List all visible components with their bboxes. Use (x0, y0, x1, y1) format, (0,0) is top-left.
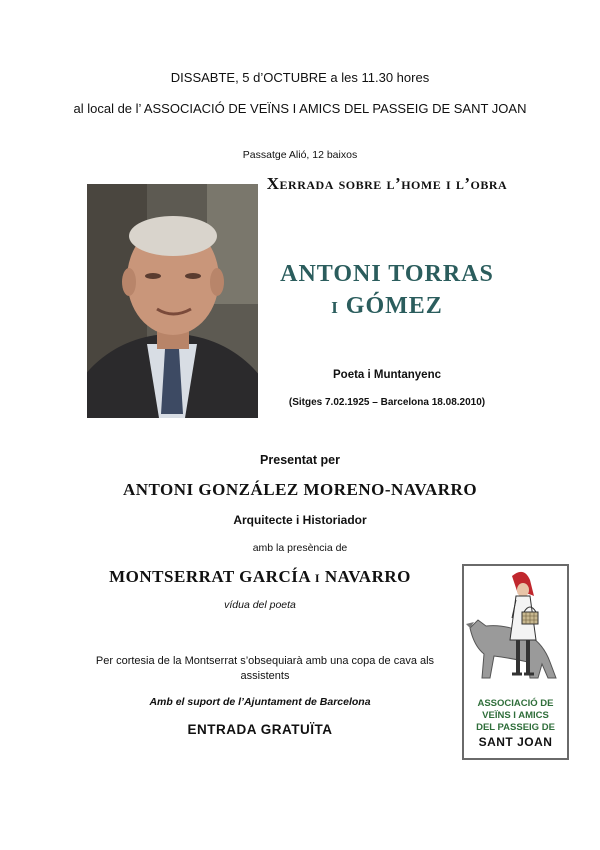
presenter-name: ANTONI GONZÁLEZ MORENO-NAVARRO (122, 480, 478, 499)
event-date: DISSABTE, 5 d’OCTUBRE a les 11.30 hores (170, 70, 430, 85)
support-note: Amb el suport de l’Ajuntament de Barcelona (149, 696, 371, 708)
presenter-role: Arquitecte i Historiador (233, 513, 367, 527)
logo-line3: DEL PASSEIG DE (476, 722, 555, 733)
subject-name-line2: i GÓMEZ (331, 293, 443, 319)
courtesy-note: Per cortesia de la Montserrat s’obsequiarà amb una copa de cava als assistents (95, 655, 435, 682)
guest-intro: amb la presència de (252, 542, 348, 554)
red-hood-illustration-icon (464, 566, 567, 696)
free-entry: ENTRADA GRATUÏTA (187, 722, 333, 737)
logo-line1: ASSOCIACIÓ DE (477, 698, 554, 709)
association-logo (462, 564, 569, 760)
subject-dates: (Sitges 7.02.1925 – Barcelona 18.08.2010) (288, 397, 486, 408)
subject-name (262, 258, 512, 322)
logo-line4: SANT JOAN (478, 735, 553, 749)
portrait-illustration (87, 184, 258, 418)
subject-name-line1: ANTONI TORRAS (280, 261, 494, 287)
portrait-photo (87, 184, 258, 418)
guest-name: MONTSERRAT GARCÍA i NAVARRO (109, 567, 411, 586)
event-venue: al local de l’ ASSOCIACIÓ DE VEÏNS I AMICS DEL PASSEIG DE SANT JOAN (73, 101, 527, 116)
talk-heading: Xerrada sobre l’home i l’obra (266, 174, 508, 193)
subject-role: Poeta i Muntanyenc (333, 369, 441, 381)
event-address: Passatge Alió, 12 baixos (242, 149, 358, 161)
presenter-intro: Presentat per (260, 453, 340, 467)
logo-line2: VEÏNS I AMICS (482, 710, 549, 721)
guest-role: vídua del poeta (224, 599, 296, 611)
